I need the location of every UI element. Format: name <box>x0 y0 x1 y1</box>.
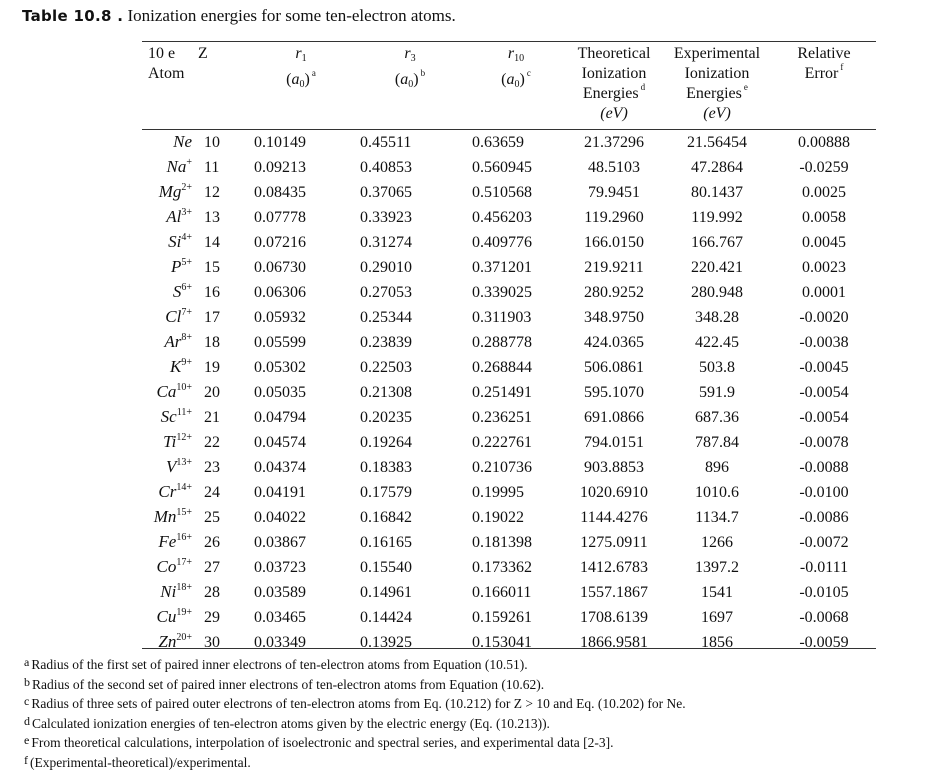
r10-cell: 0.19022 <box>472 508 524 526</box>
r1-cell: 0.07216 <box>254 233 306 251</box>
r3-cell: 0.20235 <box>360 408 412 426</box>
header-theoretical: Theoretical Ionization Energies $^d$ (eV) <box>577 45 651 122</box>
r3-cell: 0.27053 <box>360 283 412 301</box>
relative-error-cell: 0.0025 <box>802 183 846 201</box>
footnote-mark: a <box>24 655 30 669</box>
ionization-table <box>142 42 876 655</box>
r1-cell: 0.06730 <box>254 258 306 276</box>
relative-error-cell: -0.0086 <box>799 508 849 526</box>
r10-cell: 0.456203 <box>472 208 532 226</box>
z-cell: 28 <box>204 583 220 601</box>
r10-cell: 0.409776 <box>472 233 532 251</box>
relative-error-cell: -0.0072 <box>799 533 849 551</box>
r1-cell: 0.03465 <box>254 608 306 626</box>
r10-cell: 0.173362 <box>472 558 532 576</box>
atom-symbol: $Co^{17+}$ <box>156 557 192 576</box>
z-cell: 13 <box>204 208 220 226</box>
experimental-cell: 787.84 <box>695 433 739 451</box>
experimental-cell: 591.9 <box>699 383 735 401</box>
z-cell: 29 <box>204 608 220 626</box>
table-row <box>142 555 876 580</box>
r10-cell: 0.288778 <box>472 333 532 351</box>
atom-symbol: $Cl^{7+}$ <box>165 307 192 326</box>
table-row <box>142 130 876 155</box>
z-cell: 24 <box>204 483 220 501</box>
header-row <box>142 42 876 130</box>
footnote <box>24 654 686 674</box>
r1-cell: 0.04022 <box>254 508 306 526</box>
table-title: Ionization energies for some ten-electron atoms. <box>127 6 456 25</box>
r10-cell: 0.236251 <box>472 408 532 426</box>
relative-error-cell: 0.0045 <box>802 233 846 251</box>
r3-cell: 0.22503 <box>360 358 412 376</box>
atom-symbol: $Si^{4+}$ <box>168 232 192 251</box>
footnote <box>24 693 686 713</box>
atom-cell <box>142 205 196 230</box>
theoretical-cell: 79.9451 <box>588 183 640 201</box>
table-row <box>142 280 876 305</box>
atom-symbol: $Fe^{16+}$ <box>158 532 192 551</box>
experimental-cell: 422.45 <box>695 333 739 351</box>
experimental-cell: 1397.2 <box>695 558 739 576</box>
theoretical-cell: 119.2960 <box>584 208 644 226</box>
experimental-cell: 47.2864 <box>691 158 743 176</box>
atom-symbol: $Mg^{2+}$ <box>158 182 192 201</box>
r10-cell: 0.63659 <box>472 133 524 151</box>
footnote <box>24 713 686 733</box>
r10-cell: 0.159261 <box>472 608 532 626</box>
theoretical-cell: 348.9750 <box>584 308 644 326</box>
atom-symbol: $Ni^{18+}$ <box>160 582 192 601</box>
z-cell: 14 <box>204 233 220 251</box>
theoretical-cell: 1557.1867 <box>580 583 648 601</box>
experimental-cell: 1541 <box>701 583 733 601</box>
header-r1: $r_1$ $(a_0)$ $^a$ <box>286 45 316 90</box>
r10-cell: 0.19995 <box>472 483 524 501</box>
atom-cell <box>142 380 196 405</box>
z-cell: 22 <box>204 433 220 451</box>
atom-cell <box>142 180 196 205</box>
relative-error-cell: -0.0105 <box>799 583 849 601</box>
relative-error-cell: -0.0054 <box>799 383 849 401</box>
atom-symbol: $Ti^{12+}$ <box>163 432 192 451</box>
table-row <box>142 380 876 405</box>
r3-cell: 0.14961 <box>360 583 412 601</box>
r3-cell: 0.18383 <box>360 458 412 476</box>
z-cell: 19 <box>204 358 220 376</box>
r3-cell: 0.19264 <box>360 433 412 451</box>
footnote-text: Radius of three sets of paired outer electrons of ten-electron atoms from Eq. (10.212) for Z > 10 and Eq. (10.202) for Ne. <box>31 696 686 712</box>
r3-cell: 0.45511 <box>360 133 412 151</box>
r10-cell: 0.222761 <box>472 433 532 451</box>
atom-cell <box>142 255 196 280</box>
table-row <box>142 480 876 505</box>
table-row <box>142 255 876 280</box>
table-row <box>142 530 876 555</box>
atom-cell <box>142 430 196 455</box>
atom-symbol: $Mn^{15+}$ <box>153 507 192 526</box>
header-atom <box>142 42 196 130</box>
experimental-cell: 687.36 <box>695 408 739 426</box>
z-cell: 20 <box>204 383 220 401</box>
relative-error-cell: 0.0058 <box>802 208 846 226</box>
footnote-mark: c <box>24 694 30 709</box>
header-r3: $r_3$ $(a_0)$ $^b$ <box>394 45 426 90</box>
atom-cell <box>142 580 196 605</box>
relative-error-cell: 0.0001 <box>802 283 846 301</box>
footnote-mark: b <box>24 674 30 689</box>
footnote-text: Radius of the second set of paired inner electrons of ten-electron atoms from Equation (10.62). <box>32 676 545 692</box>
relative-error-cell: 0.00888 <box>798 133 850 151</box>
experimental-cell: 119.992 <box>691 208 743 226</box>
atom-cell <box>142 555 196 580</box>
footnote <box>24 674 686 694</box>
experimental-cell: 220.421 <box>691 258 743 276</box>
r1-cell: 0.09213 <box>254 158 306 176</box>
header-relative-error: Relative Error $^f$ <box>797 45 851 82</box>
r3-cell: 0.31274 <box>360 233 412 251</box>
atom-symbol: $Al^{3+}$ <box>166 207 192 226</box>
table-row <box>142 205 876 230</box>
table-row <box>142 330 876 355</box>
r3-cell: 0.37065 <box>360 183 412 201</box>
r3-cell: 0.33923 <box>360 208 412 226</box>
r10-cell: 0.181398 <box>472 533 532 551</box>
header-atom-line2: Atom <box>148 65 185 82</box>
r3-cell: 0.14424 <box>360 608 412 626</box>
r1-cell: 0.05302 <box>254 358 306 376</box>
footnote-mark: d <box>24 713 30 728</box>
atom-cell <box>142 605 196 630</box>
z-cell: 30 <box>204 633 220 651</box>
r1-cell: 0.10149 <box>254 133 306 151</box>
relative-error-cell: -0.0100 <box>799 483 849 501</box>
relative-error-cell: -0.0038 <box>799 333 849 351</box>
z-cell: 17 <box>204 308 220 326</box>
table-label: Table 10.8 . <box>22 7 124 25</box>
r1-cell: 0.03867 <box>254 533 306 551</box>
experimental-cell: 80.1437 <box>691 183 743 201</box>
experimental-cell: 21.56454 <box>687 133 747 151</box>
footnote-text: Calculated ionization energies of ten-electron atoms given by the electric energy (Eq. (10.213)). <box>32 715 550 731</box>
atom-cell <box>142 305 196 330</box>
atom-symbol: $K^{9+}$ <box>170 357 192 376</box>
theoretical-cell: 166.0150 <box>584 233 644 251</box>
r3-cell: 0.16165 <box>360 533 412 551</box>
r3-cell: 0.16842 <box>360 508 412 526</box>
atom-symbol: $Zn^{20+}$ <box>158 632 192 651</box>
table-row <box>142 580 876 605</box>
table-caption <box>22 6 456 26</box>
table-row <box>142 605 876 630</box>
r10-cell: 0.510568 <box>472 183 532 201</box>
atom-cell <box>142 280 196 305</box>
atom-cell <box>142 480 196 505</box>
theoretical-cell: 794.0151 <box>584 433 644 451</box>
theoretical-cell: 903.8853 <box>584 458 644 476</box>
header-r10: $r_{10}$ $(a_0)$ $^c$ <box>501 45 531 90</box>
r3-cell: 0.40853 <box>360 158 412 176</box>
atom-symbol: $Sc^{11+}$ <box>160 407 192 426</box>
r1-cell: 0.06306 <box>254 283 306 301</box>
theoretical-cell: 1020.6910 <box>580 483 648 501</box>
r3-cell: 0.25344 <box>360 308 412 326</box>
footnote-mark: e <box>24 733 30 748</box>
theoretical-cell: 424.0365 <box>584 333 644 351</box>
atom-symbol: $Ca^{10+}$ <box>156 382 192 401</box>
z-cell: 12 <box>204 183 220 201</box>
atom-cell <box>142 155 196 180</box>
r3-cell: 0.23839 <box>360 333 412 351</box>
experimental-cell: 280.948 <box>691 283 743 301</box>
r10-cell: 0.371201 <box>472 258 532 276</box>
experimental-cell: 896 <box>705 458 729 476</box>
footnote-text: (Experimental-theoretical)/experimental. <box>30 754 251 770</box>
table-row <box>142 505 876 530</box>
atom-cell <box>142 505 196 530</box>
table-row <box>142 155 876 180</box>
r1-cell: 0.05035 <box>254 383 306 401</box>
table-row <box>142 180 876 205</box>
r10-cell: 0.311903 <box>472 308 532 326</box>
z-cell: 26 <box>204 533 220 551</box>
r10-cell: 0.560945 <box>472 158 532 176</box>
relative-error-cell: -0.0078 <box>799 433 849 451</box>
r1-cell: 0.03349 <box>254 633 306 651</box>
z-cell: 11 <box>204 158 220 176</box>
header-atom-line1: 10 e <box>148 45 176 62</box>
r1-cell: 0.07778 <box>254 208 306 226</box>
atom-symbol: $Ar^{8+}$ <box>164 332 192 351</box>
experimental-cell: 166.767 <box>691 233 743 251</box>
z-cell: 10 <box>204 133 220 151</box>
relative-error-cell: -0.0020 <box>799 308 849 326</box>
r3-cell: 0.17579 <box>360 483 412 501</box>
theoretical-cell: 506.0861 <box>584 358 644 376</box>
experimental-cell: 348.28 <box>695 308 739 326</box>
theoretical-cell: 1275.0911 <box>580 533 648 551</box>
atom-symbol: Ne <box>173 132 192 151</box>
r1-cell: 0.04574 <box>254 433 306 451</box>
theoretical-cell: 691.0866 <box>584 408 644 426</box>
r1-cell: 0.04794 <box>254 408 306 426</box>
relative-error-cell: -0.0054 <box>799 408 849 426</box>
atom-symbol: Na+ <box>166 157 192 176</box>
theoretical-cell: 595.1070 <box>584 383 644 401</box>
theoretical-cell: 280.9252 <box>584 283 644 301</box>
theoretical-cell: 1866.9581 <box>580 633 648 651</box>
r1-cell: 0.08435 <box>254 183 306 201</box>
footnote <box>24 732 686 752</box>
atom-cell <box>142 405 196 430</box>
r1-cell: 0.05932 <box>254 308 306 326</box>
z-cell: 27 <box>204 558 220 576</box>
footnote-text: From theoretical calculations, interpolation of isoelectronic and spectral series, and experimental data [2-3]. <box>31 735 614 751</box>
r1-cell: 0.04191 <box>254 483 306 501</box>
theoretical-cell: 1412.6783 <box>580 558 648 576</box>
z-cell: 16 <box>204 283 220 301</box>
theoretical-cell: 48.5103 <box>588 158 640 176</box>
table-row <box>142 230 876 255</box>
z-cell: 23 <box>204 458 220 476</box>
relative-error-cell: -0.0088 <box>799 458 849 476</box>
atom-cell <box>142 330 196 355</box>
atom-symbol: $Cr^{14+}$ <box>158 482 192 501</box>
header-experimental: Experimental Ionization Energies $^e$ (eV) <box>673 45 761 122</box>
header-z: Z <box>198 45 208 62</box>
footnote <box>24 752 686 772</box>
relative-error-cell: -0.0259 <box>799 158 849 176</box>
r3-cell: 0.29010 <box>360 258 412 276</box>
table-row <box>142 405 876 430</box>
r10-cell: 0.166011 <box>472 583 532 601</box>
atom-symbol: $Cu^{19+}$ <box>156 607 192 626</box>
atom-cell <box>142 455 196 480</box>
footnote-text: Radius of the first set of paired inner electrons of ten-electron atoms from Equation (10.51). <box>31 657 528 672</box>
atom-symbol: $V^{13+}$ <box>165 457 192 476</box>
table-body <box>142 130 876 655</box>
relative-error-cell: -0.0045 <box>799 358 849 376</box>
z-cell: 15 <box>204 258 220 276</box>
r1-cell: 0.03589 <box>254 583 306 601</box>
experimental-cell: 1697 <box>701 608 733 626</box>
theoretical-cell: 1144.4276 <box>580 508 648 526</box>
r3-cell: 0.21308 <box>360 383 412 401</box>
atom-cell <box>142 230 196 255</box>
atom-cell <box>142 130 196 155</box>
r1-cell: 0.05599 <box>254 333 306 351</box>
r10-cell: 0.339025 <box>472 283 532 301</box>
footnotes <box>24 654 686 772</box>
r10-cell: 0.153041 <box>472 633 532 651</box>
atom-cell <box>142 530 196 555</box>
table-row <box>142 305 876 330</box>
atom-cell <box>142 355 196 380</box>
table-row <box>142 355 876 380</box>
z-cell: 25 <box>204 508 220 526</box>
experimental-cell: 1010.6 <box>695 483 739 501</box>
table-row <box>142 430 876 455</box>
table-row <box>142 455 876 480</box>
theoretical-cell: 219.9211 <box>584 258 644 276</box>
footnote-mark: f <box>24 752 28 767</box>
r1-cell: 0.03723 <box>254 558 306 576</box>
experimental-cell: 1856 <box>701 633 733 651</box>
theoretical-cell: 1708.6139 <box>580 608 648 626</box>
relative-error-cell: -0.0068 <box>799 608 849 626</box>
relative-error-cell: -0.0059 <box>799 633 849 651</box>
atom-symbol: $P^{5+}$ <box>170 257 192 276</box>
z-cell: 18 <box>204 333 220 351</box>
experimental-cell: 503.8 <box>699 358 735 376</box>
relative-error-cell: 0.0023 <box>802 258 846 276</box>
relative-error-cell: -0.0111 <box>799 558 849 576</box>
r10-cell: 0.251491 <box>472 383 532 401</box>
table-row <box>142 630 876 655</box>
theoretical-cell: 21.37296 <box>584 133 644 151</box>
z-cell: 21 <box>204 408 220 426</box>
experimental-cell: 1266 <box>701 533 733 551</box>
r3-cell: 0.13925 <box>360 633 412 651</box>
r10-cell: 0.210736 <box>472 458 532 476</box>
r1-cell: 0.04374 <box>254 458 306 476</box>
r3-cell: 0.15540 <box>360 558 412 576</box>
r10-cell: 0.268844 <box>472 358 532 376</box>
atom-cell <box>142 630 196 655</box>
experimental-cell: 1134.7 <box>695 508 739 526</box>
atom-symbol: $S^{6+}$ <box>172 282 192 301</box>
